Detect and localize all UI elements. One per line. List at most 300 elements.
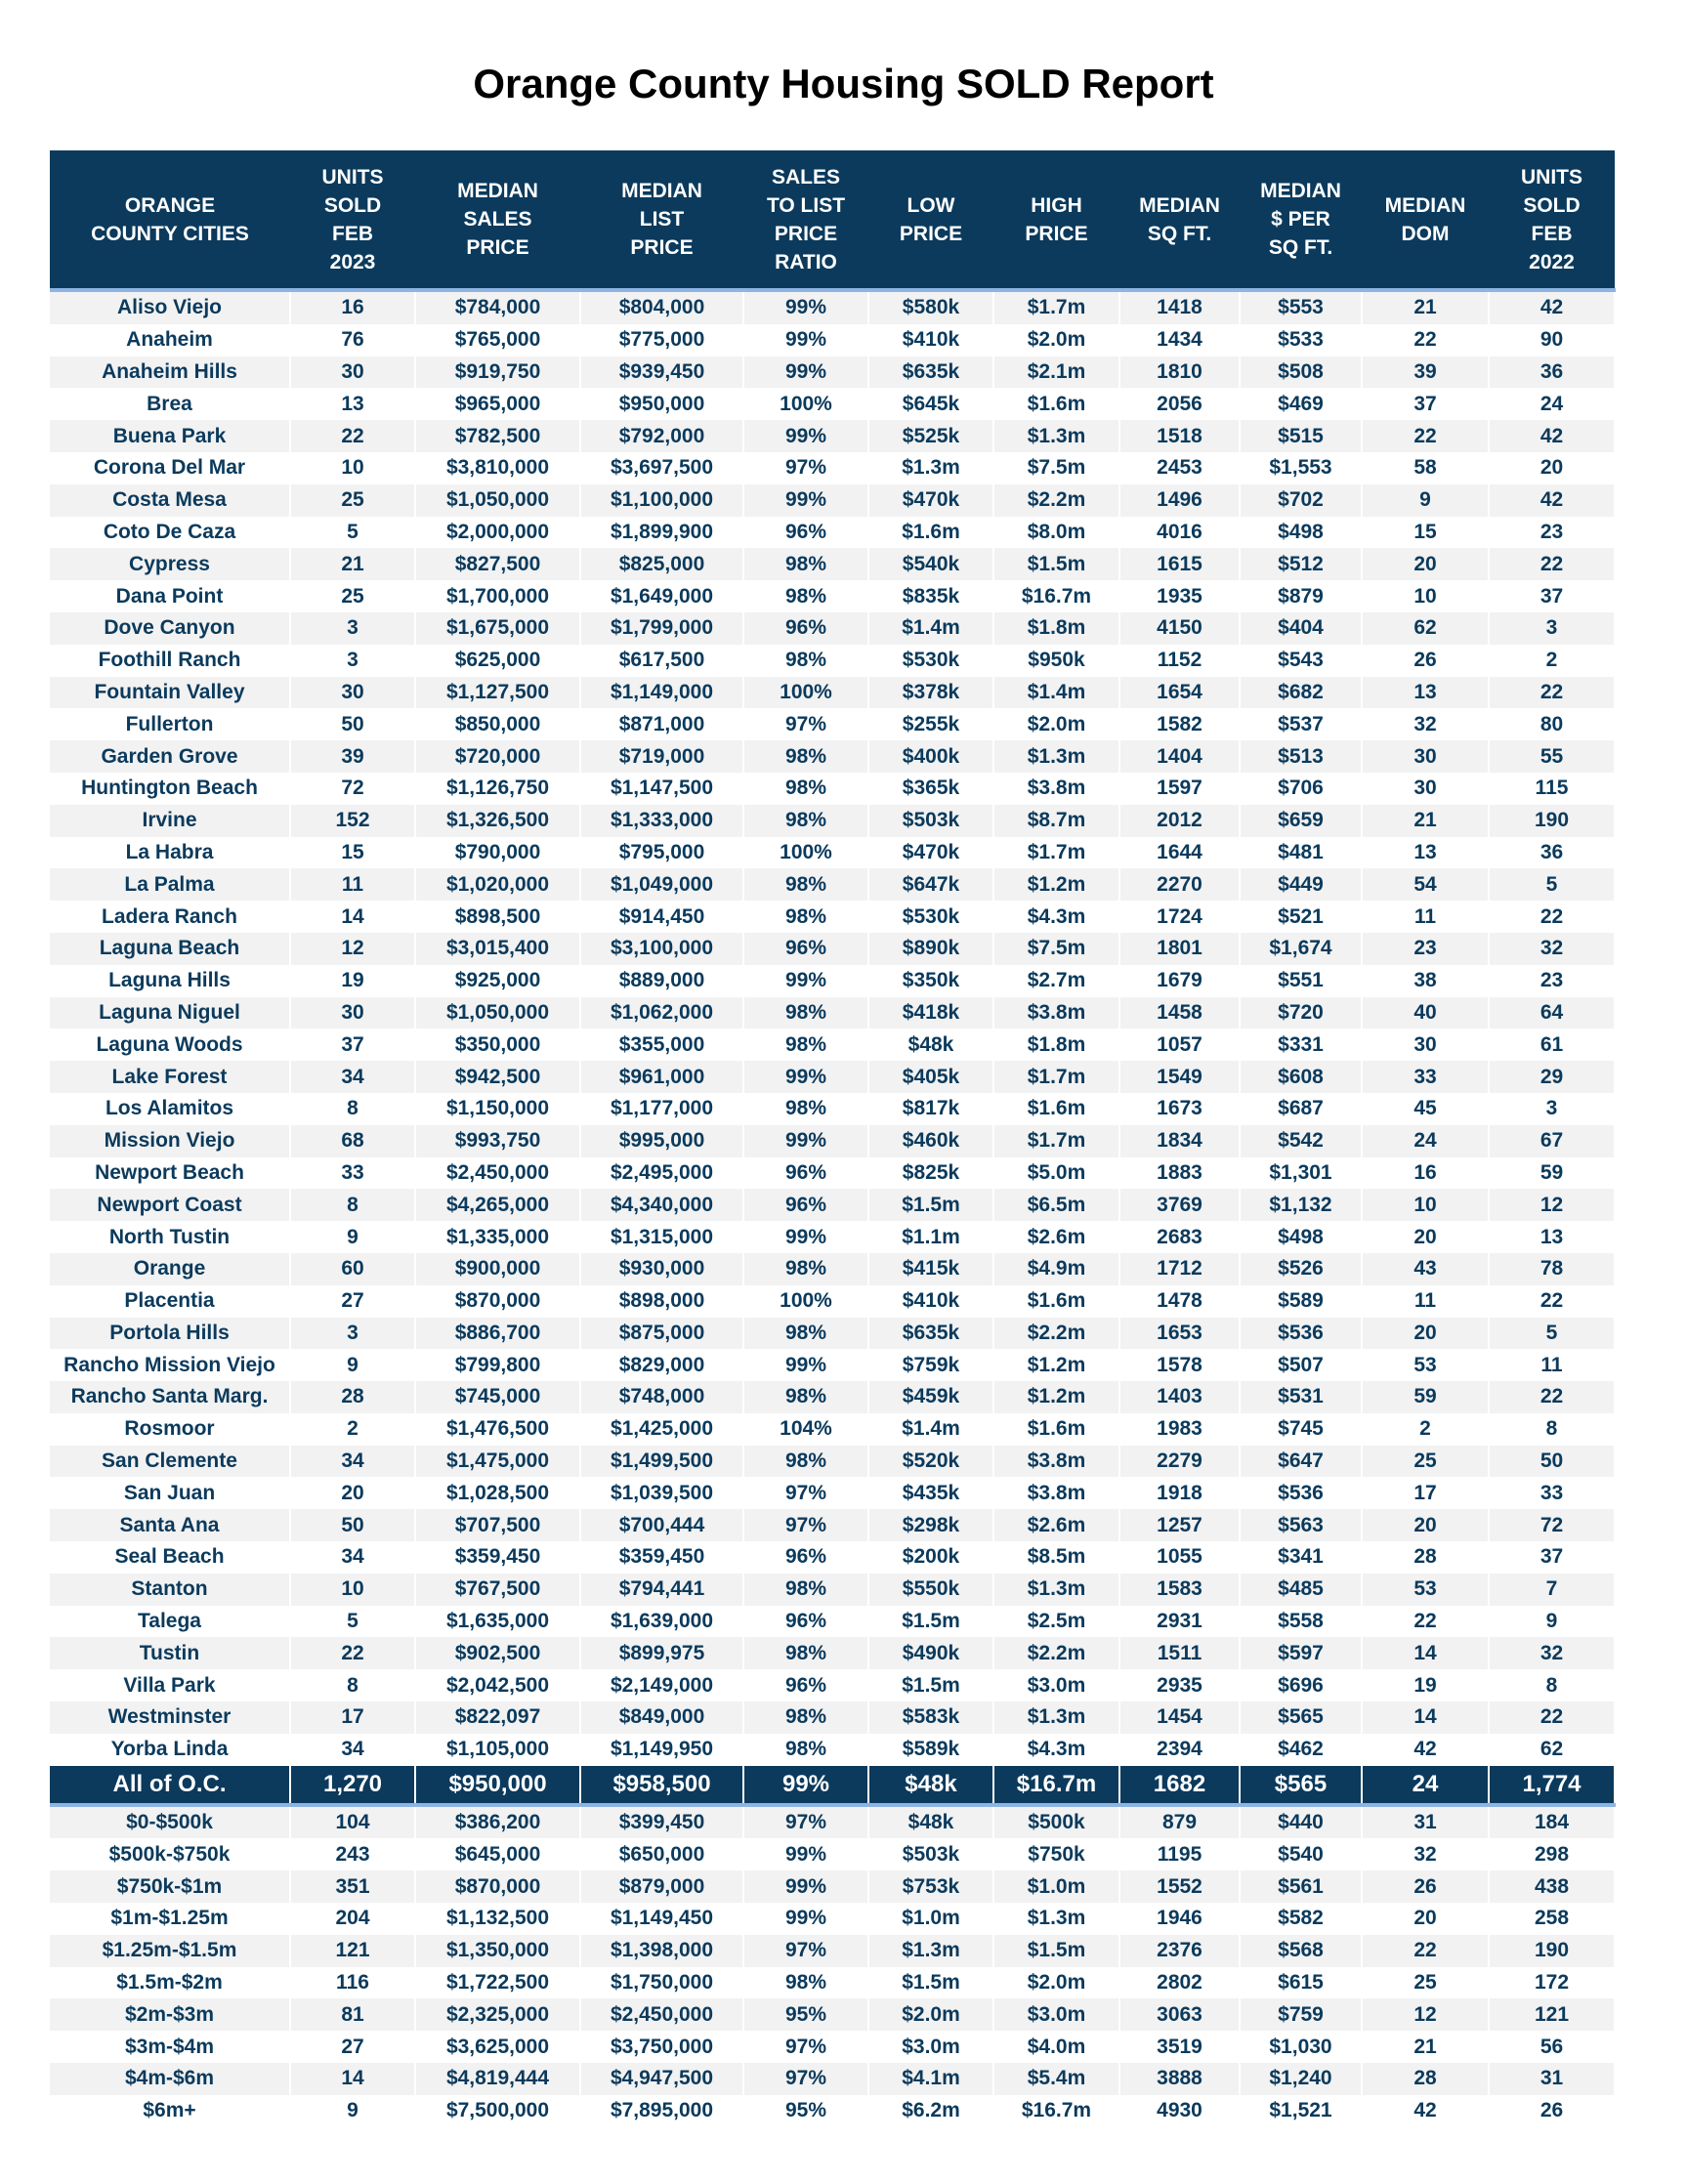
price-range-row xyxy=(50,1838,1615,1870)
table-cell: 97% xyxy=(743,708,868,740)
table-cell: $2,450,000 xyxy=(415,1157,580,1190)
table-cell: 99% xyxy=(743,1838,868,1870)
table-cell: 24 xyxy=(1362,1766,1489,1805)
table-cell: 1654 xyxy=(1119,677,1240,709)
table-cell: $4.1m xyxy=(868,2063,993,2095)
table-cell: 9 xyxy=(290,1221,415,1253)
table-cell: 54 xyxy=(1362,868,1489,901)
table-cell: 3888 xyxy=(1119,2063,1240,2095)
table-cell: $418k xyxy=(868,997,993,1029)
table-cell: $794,441 xyxy=(580,1574,743,1606)
table-cell: $1,649,000 xyxy=(580,580,743,612)
table-cell: $1,147,500 xyxy=(580,773,743,805)
table-cell: 98% xyxy=(743,1029,868,1061)
table-cell: Orange xyxy=(50,1253,290,1285)
column-header: ORANGE COUNTY CITIES xyxy=(50,150,290,290)
table-cell: 99% xyxy=(743,324,868,357)
table-cell: $899,975 xyxy=(580,1637,743,1669)
table-cell: 45 xyxy=(1362,1093,1489,1125)
table-cell: $399,450 xyxy=(580,1805,743,1839)
table-cell: 98% xyxy=(743,773,868,805)
table-cell: 38 xyxy=(1362,965,1489,997)
city-row xyxy=(50,548,1615,580)
table-cell: $707,500 xyxy=(415,1509,580,1541)
table-cell: 96% xyxy=(743,933,868,965)
table-cell: 184 xyxy=(1489,1805,1615,1839)
table-cell: Garden Grove xyxy=(50,740,290,773)
city-row xyxy=(50,740,1615,773)
city-row xyxy=(50,1253,1615,1285)
table-cell: 31 xyxy=(1362,1805,1489,1839)
table-cell: 22 xyxy=(290,420,415,452)
table-cell: Newport Beach xyxy=(50,1157,290,1190)
table-cell: $3.0m xyxy=(993,1998,1119,2031)
table-cell: 11 xyxy=(1362,1285,1489,1318)
table-cell: $537 xyxy=(1240,708,1362,740)
table-cell: $759 xyxy=(1240,1998,1362,2031)
table-cell: 9 xyxy=(290,2095,415,2127)
table-cell: $2.1m xyxy=(993,357,1119,389)
table-cell: $765,000 xyxy=(415,324,580,357)
table-cell: $5.4m xyxy=(993,2063,1119,2095)
table-cell: 96% xyxy=(743,612,868,645)
price-range-row xyxy=(50,1998,1615,2031)
table-cell: 76 xyxy=(290,324,415,357)
table-cell: 13 xyxy=(290,388,415,420)
table-cell: $597 xyxy=(1240,1637,1362,1669)
table-cell: $410k xyxy=(868,324,993,357)
table-cell: Mission Viejo xyxy=(50,1125,290,1157)
table-cell: 1,774 xyxy=(1489,1766,1615,1805)
table-cell: 33 xyxy=(1362,1061,1489,1093)
table-cell: 20 xyxy=(290,1477,415,1509)
price-range-row xyxy=(50,2031,1615,2063)
table-cell: Laguna Hills xyxy=(50,965,290,997)
table-cell: North Tustin xyxy=(50,1221,290,1253)
table-cell: $536 xyxy=(1240,1318,1362,1350)
table-cell: 97% xyxy=(743,1509,868,1541)
table-cell: $521 xyxy=(1240,901,1362,933)
table-cell: $950,000 xyxy=(580,388,743,420)
table-cell: 99% xyxy=(743,1903,868,1935)
table-cell: $1.7m xyxy=(993,837,1119,869)
table-cell: $795,000 xyxy=(580,837,743,869)
table-cell: 3769 xyxy=(1119,1189,1240,1221)
table-cell: $1.3m xyxy=(993,1701,1119,1734)
table-cell: 28 xyxy=(1362,1541,1489,1574)
table-cell: 97% xyxy=(743,1477,868,1509)
table-cell: 17 xyxy=(1362,1477,1489,1509)
column-header: MEDIAN $ PER SQ FT. xyxy=(1240,150,1362,290)
table-cell: 1946 xyxy=(1119,1903,1240,1935)
table-cell: $950,000 xyxy=(415,1766,580,1805)
table-cell: $1,635,000 xyxy=(415,1606,580,1638)
table-cell: 351 xyxy=(290,1870,415,1903)
table-cell: 13 xyxy=(1362,677,1489,709)
table-cell: 98% xyxy=(743,1574,868,1606)
table-cell: $914,450 xyxy=(580,901,743,933)
table-cell: $1.5m xyxy=(868,1189,993,1221)
table-cell: $3m-$4m xyxy=(50,2031,290,2063)
table-cell: 34 xyxy=(290,1541,415,1574)
table-cell: $565 xyxy=(1240,1766,1362,1805)
table-cell: 100% xyxy=(743,388,868,420)
table-cell: $16.7m xyxy=(993,580,1119,612)
table-cell: 23 xyxy=(1489,517,1615,549)
table-cell: 2270 xyxy=(1119,868,1240,901)
table-cell: 64 xyxy=(1489,997,1615,1029)
table-cell: 25 xyxy=(1362,1446,1489,1478)
table-cell: 2 xyxy=(1362,1413,1489,1446)
table-cell: $5.0m xyxy=(993,1157,1119,1190)
table-cell: $3,697,500 xyxy=(580,452,743,484)
table-cell: $4.3m xyxy=(993,1734,1119,1766)
table-cell: 96% xyxy=(743,1669,868,1701)
table-cell: 72 xyxy=(290,773,415,805)
table-cell: 152 xyxy=(290,805,415,837)
header-row xyxy=(50,150,1615,290)
table-cell: 20 xyxy=(1362,1318,1489,1350)
table-cell: 14 xyxy=(1362,1637,1489,1669)
table-cell: $1.4m xyxy=(868,612,993,645)
table-cell: 60 xyxy=(290,1253,415,1285)
table-cell: 22 xyxy=(1362,420,1489,452)
table-cell: $400k xyxy=(868,740,993,773)
table-cell: $1.3m xyxy=(993,1903,1119,1935)
table-cell: $16.7m xyxy=(993,1766,1119,1805)
table-cell: $1.2m xyxy=(993,1381,1119,1413)
table-cell: 36 xyxy=(1489,837,1615,869)
table-cell: $515 xyxy=(1240,420,1362,452)
table-cell: $386,200 xyxy=(415,1805,580,1839)
table-cell: $8.7m xyxy=(993,805,1119,837)
table-cell: $1,326,500 xyxy=(415,805,580,837)
table-cell: 98% xyxy=(743,1318,868,1350)
table-cell: $898,000 xyxy=(580,1285,743,1318)
table-cell: 29 xyxy=(1489,1061,1615,1093)
price-range-row xyxy=(50,2063,1615,2095)
table-cell: $647 xyxy=(1240,1446,1362,1478)
city-row xyxy=(50,388,1615,420)
table-cell: 22 xyxy=(1489,901,1615,933)
table-cell: $1.0m xyxy=(868,1903,993,1935)
table-cell: $930,000 xyxy=(580,1253,743,1285)
table-cell: 100% xyxy=(743,677,868,709)
table-cell: 2279 xyxy=(1119,1446,1240,1478)
table-cell: 1653 xyxy=(1119,1318,1240,1350)
table-cell: $2,450,000 xyxy=(580,1998,743,2031)
table-cell: $4,340,000 xyxy=(580,1189,743,1221)
table-cell: Seal Beach xyxy=(50,1541,290,1574)
city-row xyxy=(50,708,1615,740)
table-cell: $645k xyxy=(868,388,993,420)
table-cell: $449 xyxy=(1240,868,1362,901)
table-cell: 42 xyxy=(1362,1734,1489,1766)
table-cell: $3,810,000 xyxy=(415,452,580,484)
table-cell: 204 xyxy=(290,1903,415,1935)
table-cell: $469 xyxy=(1240,388,1362,420)
table-cell: 30 xyxy=(1362,1029,1489,1061)
table-cell: $2.6m xyxy=(993,1221,1119,1253)
table-cell: $2.0m xyxy=(993,324,1119,357)
table-cell: $1,675,000 xyxy=(415,612,580,645)
table-cell: 37 xyxy=(1489,1541,1615,1574)
table-cell: $706 xyxy=(1240,773,1362,805)
city-row xyxy=(50,1125,1615,1157)
table-cell: 10 xyxy=(290,452,415,484)
table-cell: 5 xyxy=(1489,868,1615,901)
table-cell: 1935 xyxy=(1119,580,1240,612)
table-cell: 99% xyxy=(743,1125,868,1157)
table-cell: $1.5m xyxy=(868,1669,993,1701)
table-cell: 34 xyxy=(290,1061,415,1093)
city-row xyxy=(50,612,1615,645)
table-cell: 1801 xyxy=(1119,933,1240,965)
table-cell: La Habra xyxy=(50,837,290,869)
table-cell: 9 xyxy=(1489,1606,1615,1638)
table-cell: $526 xyxy=(1240,1253,1362,1285)
table-cell: $1,028,500 xyxy=(415,1477,580,1509)
table-cell: $1.7m xyxy=(993,1125,1119,1157)
city-row xyxy=(50,1541,1615,1574)
table-cell: 98% xyxy=(743,1381,868,1413)
table-cell: $1.8m xyxy=(993,1029,1119,1061)
table-cell: $1,674 xyxy=(1240,933,1362,965)
table-cell: 5 xyxy=(290,1606,415,1638)
table-cell: $1,049,000 xyxy=(580,868,743,901)
city-row xyxy=(50,1509,1615,1541)
table-cell: $540k xyxy=(868,548,993,580)
table-cell: $583k xyxy=(868,1701,993,1734)
table-cell: $635k xyxy=(868,1318,993,1350)
table-cell: 59 xyxy=(1489,1157,1615,1190)
table-cell: $1.4m xyxy=(868,1413,993,1446)
table-cell: 2802 xyxy=(1119,1967,1240,1999)
price-range-row xyxy=(50,1903,1615,1935)
table-cell: $503k xyxy=(868,805,993,837)
table-cell: Buena Park xyxy=(50,420,290,452)
table-cell: 32 xyxy=(1489,933,1615,965)
table-cell: $993,750 xyxy=(415,1125,580,1157)
table-cell: 22 xyxy=(290,1637,415,1669)
table-cell: $961,000 xyxy=(580,1061,743,1093)
table-cell: 5 xyxy=(290,517,415,549)
table-cell: 20 xyxy=(1362,1509,1489,1541)
table-cell: 30 xyxy=(290,997,415,1029)
price-range-row xyxy=(50,1967,1615,1999)
table-cell: $870,000 xyxy=(415,1870,580,1903)
table-cell: 5 xyxy=(1489,1318,1615,1350)
table-cell: $589 xyxy=(1240,1285,1362,1318)
table-cell: 243 xyxy=(290,1838,415,1870)
table-cell: 1583 xyxy=(1119,1574,1240,1606)
table-cell: $1.2m xyxy=(993,868,1119,901)
table-cell: 21 xyxy=(1362,290,1489,324)
table-cell: 1549 xyxy=(1119,1061,1240,1093)
table-cell: 96% xyxy=(743,1541,868,1574)
table-cell: 1552 xyxy=(1119,1870,1240,1903)
table-cell: 15 xyxy=(290,837,415,869)
table-cell: $462 xyxy=(1240,1734,1362,1766)
table-cell: $1.3m xyxy=(993,1574,1119,1606)
table-cell: $1.3m xyxy=(993,420,1119,452)
table-cell: 50 xyxy=(1489,1446,1615,1478)
table-cell: $1,398,000 xyxy=(580,1935,743,1967)
table-cell: $1,521 xyxy=(1240,2095,1362,2127)
table-cell: $4,947,500 xyxy=(580,2063,743,2095)
city-row xyxy=(50,517,1615,549)
table-cell: 37 xyxy=(1489,580,1615,612)
table-cell: Huntington Beach xyxy=(50,773,290,805)
table-cell: 20 xyxy=(1362,1221,1489,1253)
table-cell: 8 xyxy=(290,1669,415,1701)
table-cell: $1,126,750 xyxy=(415,773,580,805)
table-cell: $898,500 xyxy=(415,901,580,933)
city-row xyxy=(50,1029,1615,1061)
table-cell: 1518 xyxy=(1119,420,1240,452)
table-cell: $551 xyxy=(1240,965,1362,997)
city-row xyxy=(50,1318,1615,1350)
table-cell: $890k xyxy=(868,933,993,965)
table-cell: 62 xyxy=(1362,612,1489,645)
table-cell: $1,750,000 xyxy=(580,1967,743,1999)
table-cell: 13 xyxy=(1362,837,1489,869)
table-cell: San Juan xyxy=(50,1477,290,1509)
table-cell: $687 xyxy=(1240,1093,1362,1125)
table-cell: $745,000 xyxy=(415,1381,580,1413)
table-cell: La Palma xyxy=(50,868,290,901)
table-cell: $4.9m xyxy=(993,1253,1119,1285)
table-cell: $1,132,500 xyxy=(415,1903,580,1935)
table-cell: $1m-$1.25m xyxy=(50,1903,290,1935)
table-cell: $1,050,000 xyxy=(415,484,580,517)
table-cell: 11 xyxy=(290,868,415,901)
table-cell: $753k xyxy=(868,1870,993,1903)
table-cell: 34 xyxy=(290,1446,415,1478)
table-cell: $2m-$3m xyxy=(50,1998,290,2031)
table-cell: 20 xyxy=(1362,548,1489,580)
table-cell: 2394 xyxy=(1119,1734,1240,1766)
table-cell: Laguna Niguel xyxy=(50,997,290,1029)
table-cell: Rosmoor xyxy=(50,1413,290,1446)
table-cell: $550k xyxy=(868,1574,993,1606)
table-cell: 62 xyxy=(1489,1734,1615,1766)
table-cell: $498 xyxy=(1240,1221,1362,1253)
table-cell: 24 xyxy=(1362,1125,1489,1157)
column-header: MEDIAN DOM xyxy=(1362,150,1489,290)
table-cell: $3.0m xyxy=(993,1669,1119,1701)
table-cell: 98% xyxy=(743,1093,868,1125)
table-cell: 99% xyxy=(743,1870,868,1903)
table-cell: $561 xyxy=(1240,1870,1362,1903)
table-cell: 1403 xyxy=(1119,1381,1240,1413)
table-cell: $508 xyxy=(1240,357,1362,389)
table-cell: $1.6m xyxy=(993,1093,1119,1125)
table-cell: 1055 xyxy=(1119,1541,1240,1574)
table-cell: 72 xyxy=(1489,1509,1615,1541)
price-range-row xyxy=(50,1870,1615,1903)
table-cell: Newport Coast xyxy=(50,1189,290,1221)
table-cell: 42 xyxy=(1489,420,1615,452)
table-cell: $512 xyxy=(1240,548,1362,580)
table-cell: 27 xyxy=(290,1285,415,1318)
table-cell: 37 xyxy=(1362,388,1489,420)
city-row xyxy=(50,290,1615,324)
table-cell: 8 xyxy=(1489,1413,1615,1446)
table-cell: $635k xyxy=(868,357,993,389)
table-cell: Corona Del Mar xyxy=(50,452,290,484)
table-cell: 21 xyxy=(1362,2031,1489,2063)
table-cell: $3.8m xyxy=(993,997,1119,1029)
table-cell: 80 xyxy=(1489,708,1615,740)
table-cell: 8 xyxy=(290,1189,415,1221)
table-cell: 30 xyxy=(1362,773,1489,805)
table-cell: 172 xyxy=(1489,1967,1615,1999)
table-cell: 56 xyxy=(1489,2031,1615,2063)
table-cell: Fullerton xyxy=(50,708,290,740)
table-cell: 90 xyxy=(1489,324,1615,357)
table-cell: 298 xyxy=(1489,1838,1615,1870)
table-cell: 14 xyxy=(1362,1701,1489,1734)
table-cell: 121 xyxy=(290,1935,415,1967)
table-cell: 98% xyxy=(743,997,868,1029)
table-cell: 58 xyxy=(1362,452,1489,484)
table-cell: 26 xyxy=(1362,1870,1489,1903)
table-cell: $1.6m xyxy=(993,1413,1119,1446)
table-cell: 2935 xyxy=(1119,1669,1240,1701)
table-cell: $48k xyxy=(868,1766,993,1805)
table-cell: 99% xyxy=(743,290,868,324)
table-cell: 1418 xyxy=(1119,290,1240,324)
city-row xyxy=(50,933,1615,965)
table-cell: Anaheim xyxy=(50,324,290,357)
table-cell: $889,000 xyxy=(580,965,743,997)
table-cell: $995,000 xyxy=(580,1125,743,1157)
table-cell: $553 xyxy=(1240,290,1362,324)
table-cell: $625,000 xyxy=(415,645,580,677)
table-cell: 50 xyxy=(290,1509,415,1541)
table-cell: 21 xyxy=(290,548,415,580)
table-cell: 99% xyxy=(743,484,868,517)
table-cell: Coto De Caza xyxy=(50,517,290,549)
table-cell: $1,350,000 xyxy=(415,1935,580,1967)
table-cell: 1673 xyxy=(1119,1093,1240,1125)
table-cell: $1.1m xyxy=(868,1221,993,1253)
table-cell: 23 xyxy=(1362,933,1489,965)
table-cell: $886,700 xyxy=(415,1318,580,1350)
table-cell: 10 xyxy=(1362,1189,1489,1221)
table-cell: 37 xyxy=(290,1029,415,1061)
table-cell: 15 xyxy=(1362,517,1489,549)
table-cell: 98% xyxy=(743,805,868,837)
table-cell: 1454 xyxy=(1119,1701,1240,1734)
city-row xyxy=(50,1734,1615,1766)
table-cell: $2,149,000 xyxy=(580,1669,743,1701)
table-cell: 20 xyxy=(1489,452,1615,484)
table-cell: $829,000 xyxy=(580,1349,743,1381)
table-cell: $659 xyxy=(1240,805,1362,837)
table-cell: $4,819,444 xyxy=(415,2063,580,2095)
table-cell: 42 xyxy=(1489,290,1615,324)
table-cell: Stanton xyxy=(50,1574,290,1606)
table-cell: 53 xyxy=(1362,1349,1489,1381)
table-cell: 99% xyxy=(743,420,868,452)
table-cell: 22 xyxy=(1362,1606,1489,1638)
price-range-row xyxy=(50,1935,1615,1967)
table-cell: $3,015,400 xyxy=(415,933,580,965)
city-row xyxy=(50,420,1615,452)
city-row xyxy=(50,1574,1615,1606)
